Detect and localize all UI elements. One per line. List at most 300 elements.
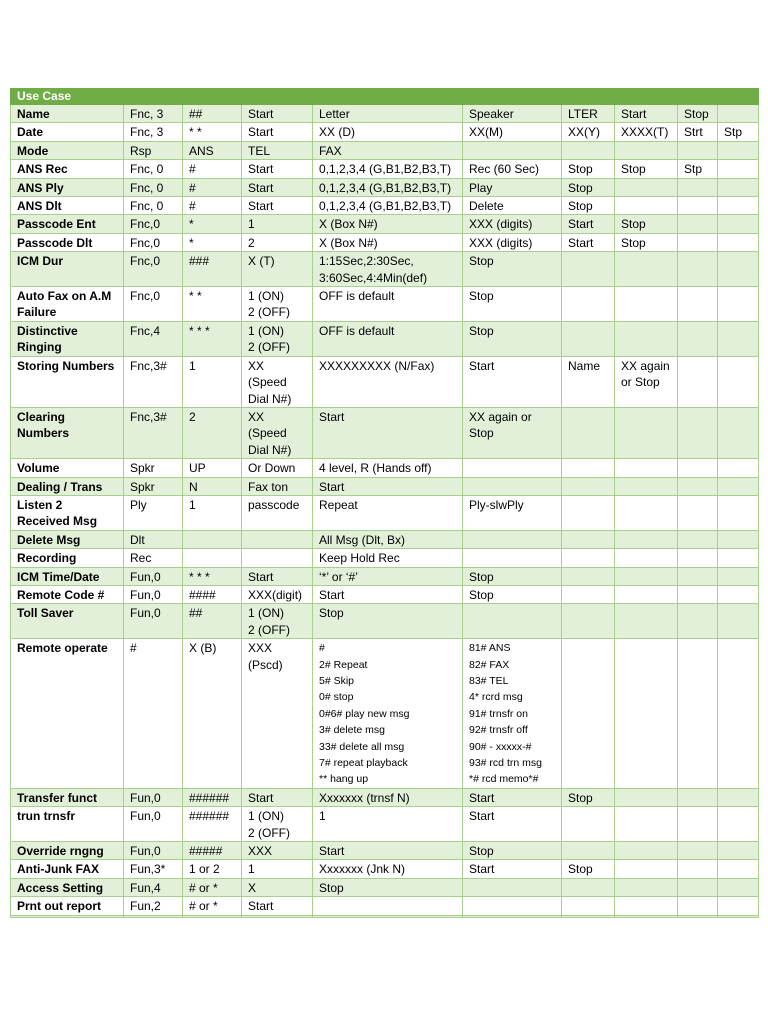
table-cell: Fun,3*: [124, 860, 183, 878]
table-cell: [562, 807, 615, 842]
table-cell: Start: [313, 407, 463, 458]
row-label: Passcode Dlt: [11, 233, 124, 251]
table-cell: * * *: [183, 321, 242, 356]
use-case-table: [10, 88, 759, 918]
table-cell: [615, 915, 678, 917]
table-cell: [562, 897, 615, 915]
table-cell: [678, 178, 718, 196]
row-label: ANS Rec: [11, 160, 124, 178]
table-cell: [124, 915, 183, 917]
table-cell: [718, 105, 759, 123]
table-row: [11, 549, 759, 567]
table-cell: Start: [313, 842, 463, 860]
table-cell: [183, 549, 242, 567]
table-row: [11, 495, 759, 530]
row-label: Dealing / Trans: [11, 477, 124, 495]
table-cell: 81# ANS 82# FAX 83# TEL 4* rcrd msg 91# trnsfr on 92# trnsfr off 90# - xxxxx-# 93# rcd trn msg *# rcd memo*#: [463, 639, 562, 789]
row-label: trun trnsfr: [11, 807, 124, 842]
row-label: Storing Numbers: [11, 356, 124, 407]
table-cell: [678, 287, 718, 322]
table-cell: [718, 549, 759, 567]
table-title: Use Case: [11, 89, 759, 105]
table-cell: Fnc,0: [124, 252, 183, 287]
table-cell: [242, 549, 313, 567]
row-label: ICM Dur: [11, 252, 124, 287]
table-cell: [718, 530, 759, 548]
table-cell: [678, 252, 718, 287]
table-cell: Name: [562, 356, 615, 407]
row-label: Transfer funct: [11, 788, 124, 806]
table-cell: [562, 549, 615, 567]
table-row: [11, 215, 759, 233]
table-cell: X (B): [183, 639, 242, 789]
table-cell: [718, 897, 759, 915]
table-cell: [615, 530, 678, 548]
row-label: Delete Msg: [11, 530, 124, 548]
table-cell: Speaker: [463, 105, 562, 123]
table-cell: [615, 178, 678, 196]
table-cell: Stp: [678, 160, 718, 178]
table-cell: Rec (60 Sec): [463, 160, 562, 178]
table-row: [11, 585, 759, 603]
table-row: [11, 287, 759, 322]
table-row: [11, 105, 759, 123]
row-label: Remote operate: [11, 639, 124, 789]
table-cell: Fun,0: [124, 567, 183, 585]
table-cell: XXXXXXXXX (N/Fax): [313, 356, 463, 407]
table-cell: 2: [183, 407, 242, 458]
table-cell: [615, 549, 678, 567]
table-cell: Stop: [463, 252, 562, 287]
table-cell: [562, 287, 615, 322]
table-cell: Repeat: [313, 495, 463, 530]
table-cell: *: [183, 233, 242, 251]
table-cell: [718, 842, 759, 860]
table-row: [11, 233, 759, 251]
table-cell: [718, 585, 759, 603]
table-cell: [562, 530, 615, 548]
table-cell: [718, 495, 759, 530]
table-cell: Fnc,4: [124, 321, 183, 356]
table-cell: [718, 178, 759, 196]
table-cell: 0,1,2,3,4 (G,B1,B2,B3,T): [313, 160, 463, 178]
table-cell: Stop: [463, 842, 562, 860]
table-row: [11, 639, 759, 789]
table-cell: ##: [183, 105, 242, 123]
table-cell: [615, 585, 678, 603]
table-cell: Fnc, 3: [124, 105, 183, 123]
table-cell: [718, 321, 759, 356]
table-cell: [615, 807, 678, 842]
table-row: [11, 860, 759, 878]
table-cell: XX (D): [313, 123, 463, 141]
table-cell: [678, 842, 718, 860]
table-cell: [718, 604, 759, 639]
table-cell: 0,1,2,3,4 (G,B1,B2,B3,T): [313, 197, 463, 215]
table-cell: XXX: [242, 842, 313, 860]
table-cell: [678, 604, 718, 639]
table-cell: LTER: [562, 105, 615, 123]
table-cell: Start: [562, 215, 615, 233]
table-cell: [562, 915, 615, 917]
table-cell: XX(M): [463, 123, 562, 141]
table-cell: Fun,0: [124, 807, 183, 842]
table-cell: [615, 407, 678, 458]
table-cell: Start: [242, 567, 313, 585]
table-cell: [718, 860, 759, 878]
table-cell: Start: [313, 585, 463, 603]
table-cell: 1: [183, 495, 242, 530]
table-cell: Stp: [718, 123, 759, 141]
table-cell: OFF is default: [313, 287, 463, 322]
table-cell: [678, 788, 718, 806]
table-cell: Stop: [615, 160, 678, 178]
table-cell: All Msg (Dlt, Bx): [313, 530, 463, 548]
table-cell: [615, 878, 678, 896]
table-cell: [183, 915, 242, 917]
row-label: Clearing Numbers: [11, 407, 124, 458]
table-cell: Stop: [678, 105, 718, 123]
table-cell: Stop: [615, 233, 678, 251]
row-label: ANS Ply: [11, 178, 124, 196]
table-cell: X (Box N#): [313, 215, 463, 233]
table-row: [11, 842, 759, 860]
table-cell: Start: [615, 105, 678, 123]
table-row: [11, 407, 759, 458]
row-label: Auto Fax on A.M Failure: [11, 287, 124, 322]
row-label: ANS Dlt: [11, 197, 124, 215]
table-cell: [562, 477, 615, 495]
table-row: [11, 321, 759, 356]
table-cell: Xxxxxxx (trnsf N): [313, 788, 463, 806]
table-cell: 1: [242, 860, 313, 878]
table-cell: TEL: [242, 141, 313, 159]
table-cell: [562, 604, 615, 639]
table-cell: Fnc,0: [124, 215, 183, 233]
table-cell: [242, 530, 313, 548]
table-cell: ###: [183, 252, 242, 287]
table-cell: [678, 530, 718, 548]
table-row: [11, 160, 759, 178]
row-label: Passcode Ent: [11, 215, 124, 233]
table-cell: Keep Hold Rec: [313, 549, 463, 567]
table-cell: [562, 842, 615, 860]
table-cell: Start: [242, 160, 313, 178]
table-cell: [678, 459, 718, 477]
table-cell: Rsp: [124, 141, 183, 159]
table-cell: Or Down: [242, 459, 313, 477]
table-cell: [463, 915, 562, 917]
table-cell: XXXX(T): [615, 123, 678, 141]
table-cell: Fun,2: [124, 897, 183, 915]
table-cell: # or *: [183, 897, 242, 915]
table-row: [11, 897, 759, 915]
table-cell: 1 or 2: [183, 860, 242, 878]
table-cell: *: [183, 215, 242, 233]
table-cell: Start: [313, 477, 463, 495]
table-cell: Stop: [562, 788, 615, 806]
table-cell: Stop: [562, 160, 615, 178]
table-cell: [615, 842, 678, 860]
table-row: [11, 788, 759, 806]
table-cell: [718, 878, 759, 896]
table-cell: Fun,0: [124, 842, 183, 860]
table-cell: [615, 567, 678, 585]
table-cell: Stop: [463, 567, 562, 585]
table-cell: [678, 356, 718, 407]
table-cell: [678, 639, 718, 789]
table-cell: [718, 567, 759, 585]
table-row: [11, 252, 759, 287]
table-cell: Fun,0: [124, 585, 183, 603]
table-cell: [678, 915, 718, 917]
table-cell: 1 (ON) 2 (OFF): [242, 807, 313, 842]
table-cell: Fnc,3#: [124, 356, 183, 407]
row-label: Recording: [11, 549, 124, 567]
table-cell: #: [183, 160, 242, 178]
table-cell: XX(Y): [562, 123, 615, 141]
table-row: [11, 178, 759, 196]
table-cell: N: [183, 477, 242, 495]
table-cell: Fun,0: [124, 604, 183, 639]
table-cell: Stop: [562, 197, 615, 215]
table-cell: [718, 407, 759, 458]
table-cell: 1: [313, 807, 463, 842]
table-cell: [678, 407, 718, 458]
table-cell: Start: [463, 356, 562, 407]
table-cell: XXX (digits): [463, 215, 562, 233]
table-cell: Start: [463, 860, 562, 878]
row-label: Distinctive Ringing: [11, 321, 124, 356]
table-cell: [718, 197, 759, 215]
table-row: [11, 878, 759, 896]
table-cell: Ply: [124, 495, 183, 530]
table-cell: Fnc,0: [124, 233, 183, 251]
table-row: [11, 123, 759, 141]
table-cell: Spkr: [124, 459, 183, 477]
table-cell: Stop: [562, 860, 615, 878]
table-cell: X (T): [242, 252, 313, 287]
table-cell: 1:15Sec,2:30Sec, 3:60Sec,4:4Min(def): [313, 252, 463, 287]
table-cell: [615, 287, 678, 322]
table-cell: [562, 459, 615, 477]
row-label: Name: [11, 105, 124, 123]
table-cell: 0,1,2,3,4 (G,B1,B2,B3,T): [313, 178, 463, 196]
table-cell: [718, 160, 759, 178]
table-cell: Spkr: [124, 477, 183, 495]
row-label: [11, 915, 124, 917]
table-cell: [678, 197, 718, 215]
table-cell: Stop: [615, 215, 678, 233]
table-cell: FAX: [313, 141, 463, 159]
table-cell: Fnc,3#: [124, 407, 183, 458]
table-cell: ####: [183, 585, 242, 603]
table-cell: [718, 807, 759, 842]
table-body: [11, 89, 759, 918]
table-cell: [718, 141, 759, 159]
table-cell: Delete: [463, 197, 562, 215]
table-cell: 1: [183, 356, 242, 407]
table-cell: Fun,0: [124, 788, 183, 806]
table-cell: [463, 549, 562, 567]
row-label: Listen 2 Received Msg: [11, 495, 124, 530]
table-cell: Start: [242, 897, 313, 915]
row-label: Mode: [11, 141, 124, 159]
table-cell: Xxxxxxx (Jnk N): [313, 860, 463, 878]
table-cell: 1 (ON) 2 (OFF): [242, 287, 313, 322]
table-cell: [463, 530, 562, 548]
table-row: [11, 604, 759, 639]
table-cell: XXX (digits): [463, 233, 562, 251]
table-cell: Stop: [313, 878, 463, 896]
table-cell: [678, 495, 718, 530]
table-cell: XX (Speed Dial N#): [242, 356, 313, 407]
table-cell: [463, 897, 562, 915]
table-cell: #: [183, 197, 242, 215]
table-cell: # 2# Repeat 5# Skip 0# stop 0#6# play new msg 3# delete msg 33# delete all msg 7# repeat playback ** hang up: [313, 639, 463, 789]
table-cell: Ply-slwPly: [463, 495, 562, 530]
table-cell: ######: [183, 788, 242, 806]
table-row: [11, 915, 759, 917]
table-cell: Fax ton: [242, 477, 313, 495]
row-label: Volume: [11, 459, 124, 477]
table-cell: Strt: [678, 123, 718, 141]
table-cell: XX again or Stop: [615, 356, 678, 407]
table-cell: [562, 252, 615, 287]
table-cell: [562, 585, 615, 603]
row-label: Prnt out report: [11, 897, 124, 915]
table-cell: [718, 252, 759, 287]
table-cell: Start: [242, 105, 313, 123]
table-cell: ANS: [183, 141, 242, 159]
table-cell: * *: [183, 287, 242, 322]
table-cell: [313, 897, 463, 915]
table-cell: [562, 878, 615, 896]
table-cell: [678, 321, 718, 356]
table-cell: #: [124, 639, 183, 789]
table-cell: [718, 215, 759, 233]
table-cell: [678, 860, 718, 878]
table-cell: [615, 788, 678, 806]
table-row: [11, 459, 759, 477]
table-cell: Stop: [313, 604, 463, 639]
table-cell: [562, 407, 615, 458]
table-cell: Start: [242, 197, 313, 215]
table-cell: [463, 604, 562, 639]
table-cell: Start: [463, 788, 562, 806]
table-cell: [718, 788, 759, 806]
table-cell: [562, 321, 615, 356]
table-cell: [615, 252, 678, 287]
table-cell: [718, 459, 759, 477]
table-cell: Play: [463, 178, 562, 196]
table-cell: [615, 197, 678, 215]
table-cell: Start: [463, 807, 562, 842]
table-cell: UP: [183, 459, 242, 477]
row-label: Date: [11, 123, 124, 141]
table-cell: [678, 215, 718, 233]
table-row: [11, 141, 759, 159]
table-cell: XX (Speed Dial N#): [242, 407, 313, 458]
table-row: [11, 807, 759, 842]
table-cell: [718, 915, 759, 917]
table-cell: X: [242, 878, 313, 896]
table-cell: Dlt: [124, 530, 183, 548]
table-cell: [678, 141, 718, 159]
table-cell: Start: [562, 233, 615, 251]
row-label: Remote Code #: [11, 585, 124, 603]
table-cell: Start: [242, 178, 313, 196]
table-cell: Fnc, 0: [124, 197, 183, 215]
table-cell: Fnc, 3: [124, 123, 183, 141]
table-cell: # or *: [183, 878, 242, 896]
table-cell: [678, 567, 718, 585]
table-cell: [615, 639, 678, 789]
table-cell: [678, 878, 718, 896]
table-cell: [463, 459, 562, 477]
table-cell: 2: [242, 233, 313, 251]
row-label: Anti-Junk FAX: [11, 860, 124, 878]
table-cell: * * *: [183, 567, 242, 585]
table-cell: [615, 141, 678, 159]
table-cell: [463, 477, 562, 495]
table-cell: Fnc, 0: [124, 160, 183, 178]
table-cell: 1 (ON) 2 (OFF): [242, 604, 313, 639]
table-cell: Fnc, 0: [124, 178, 183, 196]
table-cell: [678, 807, 718, 842]
table-cell: XXX(digit): [242, 585, 313, 603]
table-cell: [718, 639, 759, 789]
table-row: [11, 197, 759, 215]
table-cell: Letter: [313, 105, 463, 123]
table-cell: XXX (Pscd): [242, 639, 313, 789]
table-cell: [183, 530, 242, 548]
table-cell: #: [183, 178, 242, 196]
table-cell: [562, 567, 615, 585]
table-cell: Fun,4: [124, 878, 183, 896]
row-label: ICM Time/Date: [11, 567, 124, 585]
table-cell: #####: [183, 842, 242, 860]
row-label: Toll Saver: [11, 604, 124, 639]
table-cell: [678, 477, 718, 495]
table-row: [11, 477, 759, 495]
table-cell: [678, 585, 718, 603]
table-cell: Stop: [463, 287, 562, 322]
table-cell: [615, 897, 678, 915]
table-cell: XX again or Stop: [463, 407, 562, 458]
table-title-row: [11, 89, 759, 105]
table-cell: [615, 459, 678, 477]
table-cell: [678, 233, 718, 251]
table-cell: 1 (ON) 2 (OFF): [242, 321, 313, 356]
table-cell: [678, 897, 718, 915]
table-cell: [615, 477, 678, 495]
table-cell: ‘*’ or ‘#’: [313, 567, 463, 585]
table-cell: [615, 321, 678, 356]
table-cell: X (Box N#): [313, 233, 463, 251]
table-cell: [562, 495, 615, 530]
table-cell: [718, 287, 759, 322]
table-cell: [678, 549, 718, 567]
table-cell: Rec: [124, 549, 183, 567]
table-row: [11, 356, 759, 407]
table-cell: passcode: [242, 495, 313, 530]
table-cell: * *: [183, 123, 242, 141]
table-cell: [463, 878, 562, 896]
table-cell: [718, 477, 759, 495]
table-cell: Start: [242, 788, 313, 806]
table-cell: 1: [242, 215, 313, 233]
